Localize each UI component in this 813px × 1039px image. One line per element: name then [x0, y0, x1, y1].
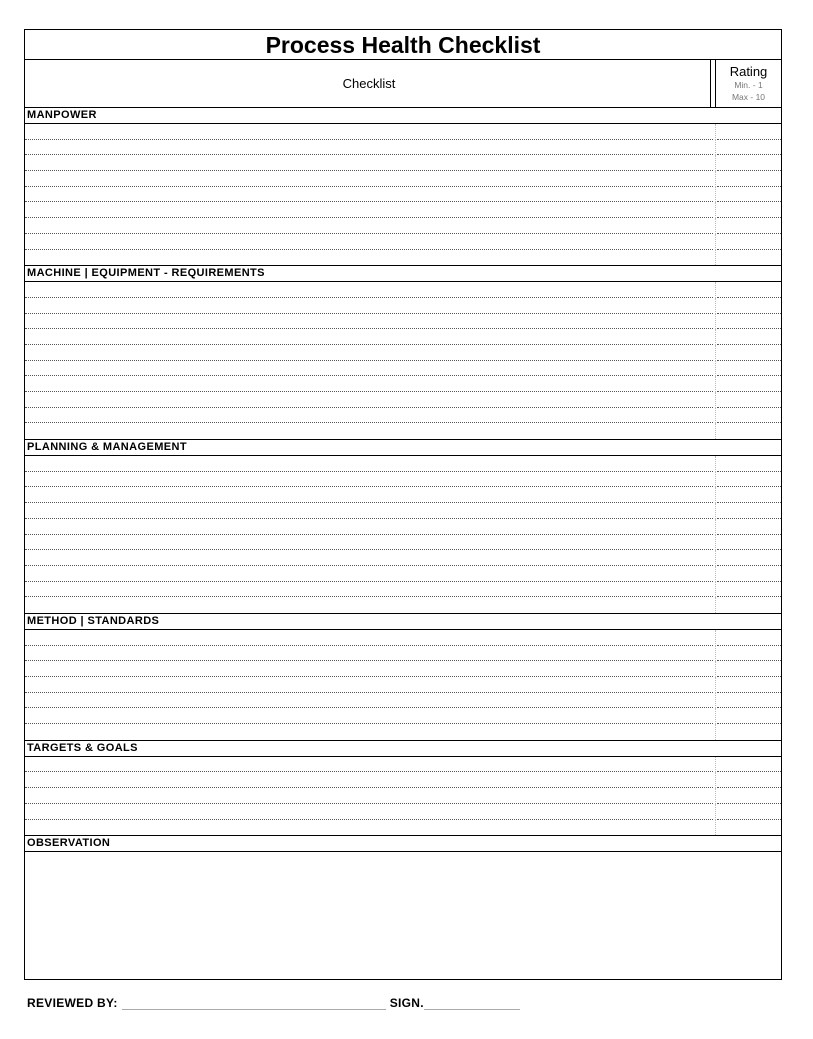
checklist-row — [25, 693, 781, 709]
column-divider — [715, 535, 716, 551]
column-divider — [715, 376, 716, 392]
column-divider — [715, 724, 716, 740]
checklist-row — [25, 535, 781, 551]
rating-min-label: Min. - 1 — [734, 80, 763, 90]
column-divider — [715, 487, 716, 503]
section-rows — [25, 630, 781, 741]
checklist-row — [25, 345, 781, 361]
column-divider — [715, 456, 716, 472]
column-divider — [715, 566, 716, 582]
column-divider — [715, 646, 716, 662]
column-divider — [715, 630, 716, 646]
sign-label: SIGN. — [389, 996, 424, 1010]
checklist-row — [25, 677, 781, 693]
sign-field[interactable] — [424, 1009, 520, 1010]
column-divider — [715, 550, 716, 566]
column-divider — [715, 503, 716, 519]
section-header: MACHINE | EQUIPMENT - REQUIREMENTS — [25, 266, 781, 282]
checklist-row — [25, 250, 781, 266]
checklist-row — [25, 630, 781, 646]
column-divider — [715, 597, 716, 613]
checklist-row — [25, 314, 781, 330]
column-divider — [715, 250, 716, 266]
checklist-row — [25, 472, 781, 488]
column-divider — [715, 314, 716, 330]
column-divider — [715, 582, 716, 598]
checklist-row — [25, 661, 781, 677]
column-divider — [715, 202, 716, 218]
checklist-sections — [25, 108, 781, 836]
column-divider — [715, 661, 716, 677]
checklist-row — [25, 724, 781, 740]
checklist-row — [25, 582, 781, 598]
checklist-row — [25, 282, 781, 298]
checklist-row — [25, 519, 781, 535]
column-divider — [715, 361, 716, 377]
checklist-row — [25, 646, 781, 662]
section-rows — [25, 757, 781, 836]
observation-header: OBSERVATION — [25, 836, 781, 852]
column-divider — [715, 423, 716, 439]
checklist-row — [25, 708, 781, 724]
checklist-row — [25, 329, 781, 345]
reviewed-by-field[interactable] — [122, 1009, 386, 1010]
rating-label: Rating — [729, 64, 768, 79]
column-divider — [715, 187, 716, 203]
checklist-row — [25, 361, 781, 377]
rating-column-header — [715, 60, 781, 107]
checklist-row — [25, 503, 781, 519]
column-divider — [715, 772, 716, 788]
checklist-row — [25, 456, 781, 472]
column-divider — [715, 218, 716, 234]
section-header: MANPOWER — [25, 108, 781, 124]
column-divider — [715, 329, 716, 345]
checklist-row — [25, 566, 781, 582]
section-rows — [25, 282, 781, 440]
column-divider — [715, 788, 716, 804]
column-divider — [715, 519, 716, 535]
checklist-row — [25, 423, 781, 439]
column-divider — [715, 298, 716, 314]
page-title: Process Health Checklist — [25, 30, 781, 60]
checklist-row — [25, 202, 781, 218]
column-divider — [715, 677, 716, 693]
column-divider — [715, 757, 716, 773]
checklist-row — [25, 171, 781, 187]
checklist-row — [25, 597, 781, 613]
section-header: METHOD | STANDARDS — [25, 614, 781, 630]
column-divider — [715, 408, 716, 424]
section-rows — [25, 456, 781, 614]
checklist-row — [25, 218, 781, 234]
column-divider — [715, 693, 716, 709]
checklist-row — [25, 772, 781, 788]
checklist-row — [25, 487, 781, 503]
checklist-row — [25, 392, 781, 408]
checklist-row — [25, 376, 781, 392]
column-divider — [715, 282, 716, 298]
checklist-column-header: Checklist — [342, 76, 396, 91]
column-divider — [715, 804, 716, 820]
checklist-row — [25, 155, 781, 171]
footer — [27, 996, 520, 1010]
checklist-row — [25, 820, 781, 836]
section-header: PLANNING & MANAGEMENT — [25, 440, 781, 456]
column-divider — [715, 820, 716, 836]
column-divider — [715, 708, 716, 724]
checklist-row — [25, 408, 781, 424]
observation-area[interactable] — [25, 852, 781, 985]
checklist-row — [25, 124, 781, 140]
column-divider — [715, 472, 716, 488]
checklist-row — [25, 804, 781, 820]
column-divider — [715, 140, 716, 156]
column-divider — [715, 345, 716, 361]
column-divider — [715, 171, 716, 187]
section-rows — [25, 124, 781, 266]
section-header: TARGETS & GOALS — [25, 741, 781, 757]
checklist-row — [25, 298, 781, 314]
column-divider — [715, 124, 716, 140]
checklist-row — [25, 788, 781, 804]
column-divider — [715, 392, 716, 408]
checklist-row — [25, 140, 781, 156]
checklist-form — [24, 29, 782, 980]
checklist-row — [25, 757, 781, 773]
reviewed-by-label: REVIEWED BY: — [27, 996, 118, 1010]
table-header — [25, 60, 781, 108]
checklist-row — [25, 550, 781, 566]
checklist-row — [25, 187, 781, 203]
column-divider — [715, 155, 716, 171]
column-divider — [715, 234, 716, 250]
rating-max-label: Max - 10 — [731, 92, 766, 102]
checklist-row — [25, 234, 781, 250]
